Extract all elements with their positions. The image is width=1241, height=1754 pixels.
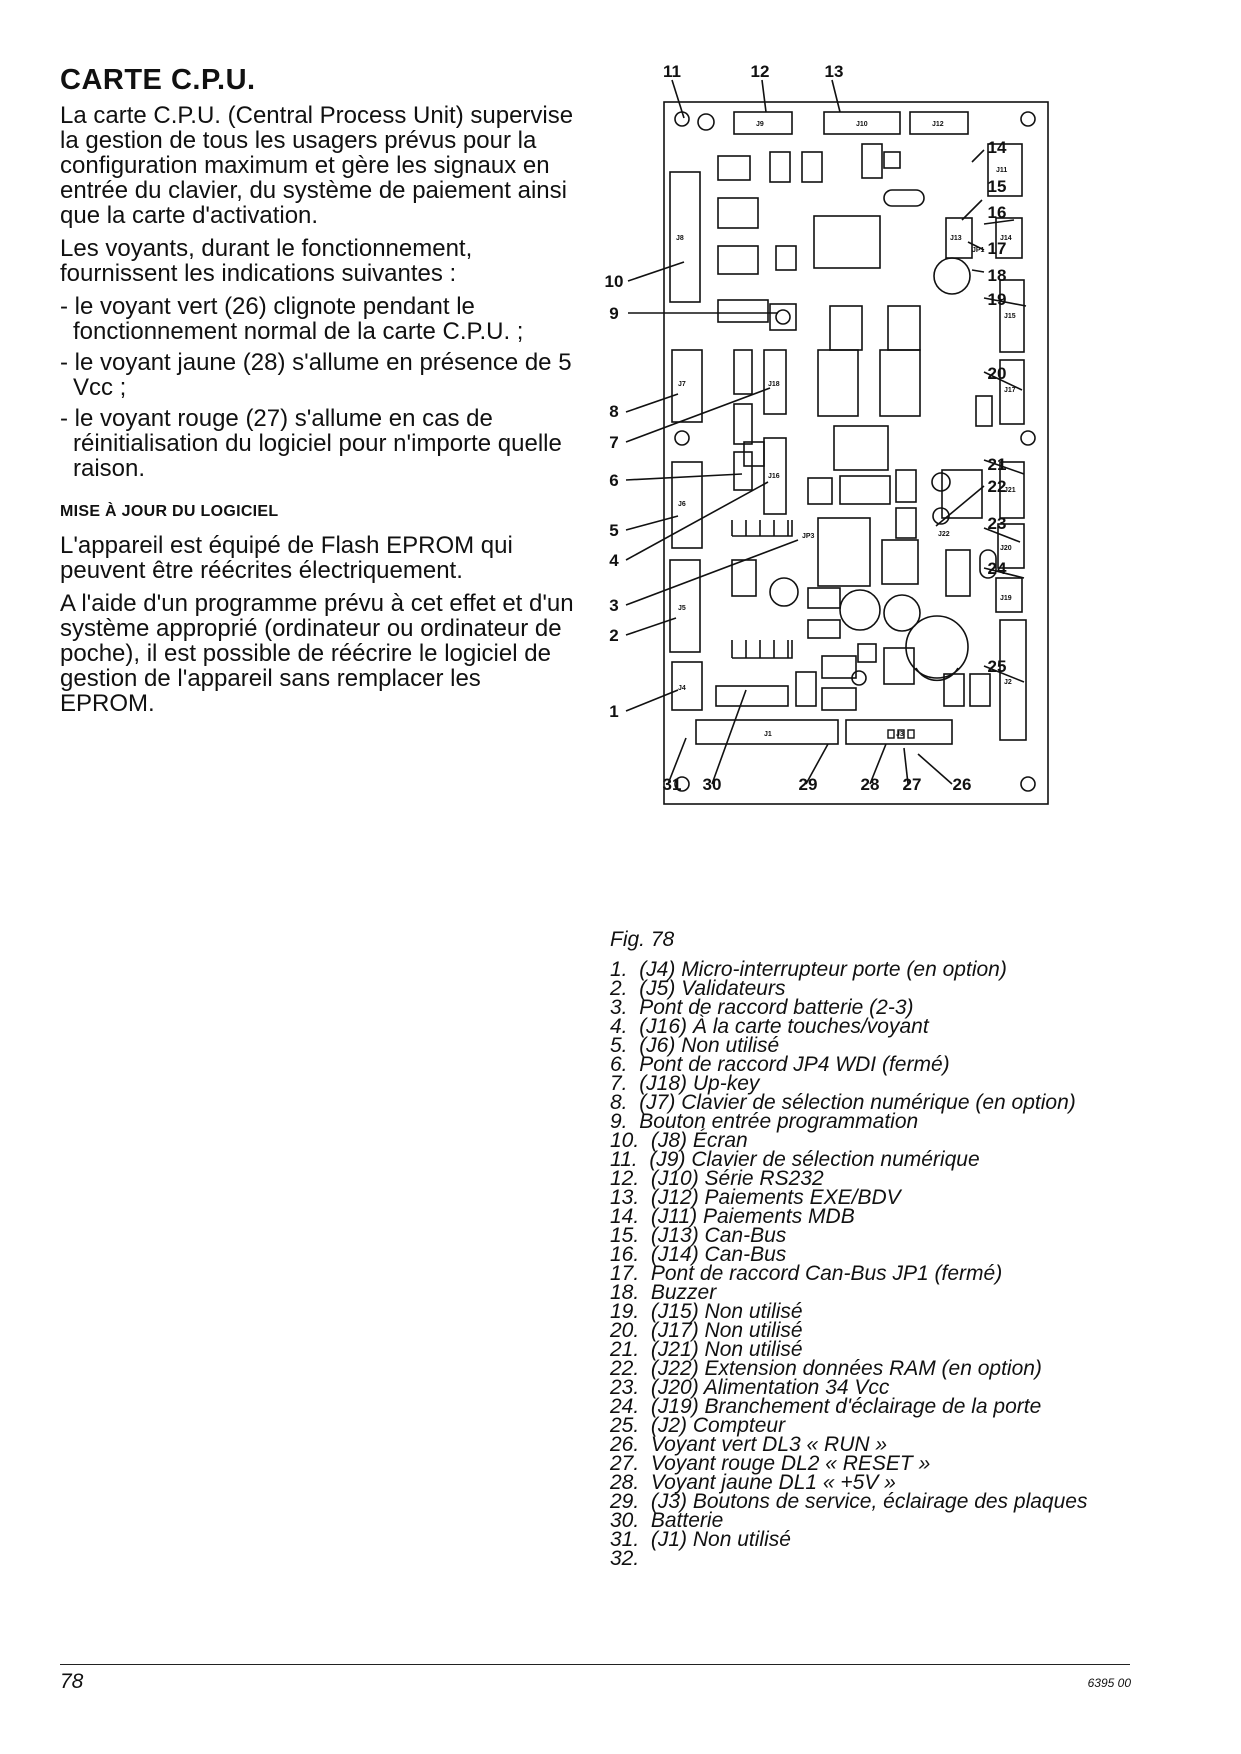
legend-number: 11.	[610, 1148, 638, 1171]
board-label-j15: J15	[1004, 313, 1016, 320]
legend-number: 7.	[610, 1072, 628, 1095]
callout-10: 10	[604, 272, 624, 291]
legend-item	[610, 1549, 1087, 1568]
bullet-yellow-led: - le voyant jaune (28) s'allume en présence de 5 Vcc ;	[60, 349, 572, 401]
legend-number: 12.	[610, 1167, 640, 1190]
legend-text: (J22) Extension données RAM (en option)	[650, 1357, 1042, 1380]
callout-24: 24	[987, 559, 1007, 578]
callout-31: 31	[662, 775, 682, 794]
legend-text: (J7) Clavier de sélection numérique (en option)	[639, 1091, 1076, 1114]
legend-text: (J5) Validateurs	[639, 977, 786, 1000]
legend-text: (J17) Non utilisé	[650, 1319, 803, 1342]
callout-18: 18	[987, 266, 1007, 285]
callout-17: 17	[987, 239, 1007, 258]
legend-text: (J3) Boutons de service, éclairage des plaques	[650, 1490, 1088, 1513]
legend-number: 13.	[610, 1186, 640, 1209]
legend-number: 21.	[610, 1338, 640, 1361]
legend-number: 10.	[610, 1129, 640, 1152]
callout-3: 3	[609, 596, 619, 615]
legend-text: Pont de raccord JP4 WDI (fermé)	[639, 1053, 950, 1076]
legend-text: (J14) Can-Bus	[650, 1243, 787, 1266]
callout-11: 11	[663, 62, 681, 81]
board-label-j7: J7	[678, 381, 686, 388]
figure-legend	[610, 960, 1087, 1568]
legend-text: Pont de raccord Can-Bus JP1 (fermé)	[650, 1262, 1003, 1285]
board-label-j16: J16	[768, 473, 780, 480]
legend-number: 2.	[610, 977, 628, 1000]
callout-15: 15	[987, 177, 1007, 196]
page-number: 78	[60, 1670, 84, 1693]
legend-text: (J6) Non utilisé	[639, 1034, 780, 1057]
board-label-j12: J12	[932, 121, 944, 128]
callout-22: 22	[987, 477, 1007, 496]
callout-2: 2	[609, 626, 619, 645]
legend-number: 19.	[610, 1300, 640, 1323]
board-label-j5: J5	[678, 605, 686, 612]
legend-number: 27.	[610, 1452, 640, 1475]
legend-text: (J8) Écran	[650, 1129, 748, 1152]
legend-number: 1.	[610, 958, 628, 981]
board-label-j19: J19	[1000, 595, 1012, 602]
legend-text: (J11) Paiements MDB	[650, 1205, 855, 1228]
board-label-j21: J21	[1004, 487, 1016, 494]
legend-number: 20.	[610, 1319, 640, 1342]
callout-23: 23	[987, 514, 1007, 533]
legend-text: (J16) À la carte touches/voyant	[639, 1015, 929, 1038]
legend-text: (J10) Série RS232	[650, 1167, 824, 1190]
callout-6: 6	[609, 471, 619, 490]
legend-number: 26.	[610, 1433, 640, 1456]
legend-text: (J12) Paiements EXE/BDV	[650, 1186, 901, 1209]
callout-12: 12	[750, 62, 770, 81]
legend-text: (J9) Clavier de sélection numérique	[649, 1148, 980, 1171]
legend-number: 9.	[610, 1110, 628, 1133]
leds-intro-paragraph: Les voyants, durant le fonctionnement, fournissent les indications suivantes :	[60, 235, 473, 287]
callout-13: 13	[824, 62, 844, 81]
bullet-green-led: - le voyant vert (26) clignote pendant le fonctionnement normal de la carte C.P.U. ;	[60, 293, 524, 345]
intro-paragraph: La carte C.P.U. (Central Process Unit) supervise la gestion de tous les usagers prévus pour la configuration maximum et gère les signaux en entrée du clavier, du système de paiement ainsi que la carte d'activation.	[60, 102, 574, 229]
board-label-j18: J18	[768, 381, 780, 388]
legend-number: 23.	[610, 1376, 640, 1399]
board-label-j6: J6	[678, 501, 686, 508]
legend-number: 31.	[610, 1528, 640, 1551]
callout-25: 25	[987, 657, 1007, 676]
legend-number: 16.	[610, 1243, 640, 1266]
legend-text: Buzzer	[650, 1281, 717, 1304]
callout-8: 8	[609, 402, 619, 421]
legend-number: 14.	[610, 1205, 640, 1228]
software-update-heading: MISE À JOUR DU LOGICIEL	[60, 503, 279, 520]
board-label-j11: J11	[996, 167, 1008, 174]
callout-1: 1	[609, 702, 619, 721]
footer-divider	[60, 1664, 1130, 1665]
callout-14: 14	[987, 138, 1007, 157]
update-paragraph-1: L'appareil est équipé de Flash EPROM qui peuvent être réécrites électriquement.	[60, 532, 513, 584]
legend-text: (J13) Can-Bus	[650, 1224, 787, 1247]
legend-text: (J20) Alimentation 34 Vcc	[650, 1376, 890, 1399]
callout-9: 9	[609, 304, 619, 323]
legend-number: 8.	[610, 1091, 628, 1114]
board-label-j2: J2	[1004, 679, 1012, 686]
board-label-j10: J10	[856, 121, 868, 128]
legend-number: 6.	[610, 1053, 628, 1076]
callout-4: 4	[609, 551, 619, 570]
callout-26: 26	[952, 775, 972, 794]
board-label-j8: J8	[676, 235, 684, 242]
callout-30: 30	[702, 775, 722, 794]
legend-number: 32.	[610, 1547, 640, 1570]
legend-number: 17.	[610, 1262, 640, 1285]
legend-text: Pont de raccord batterie (2-3)	[639, 996, 914, 1019]
cpu-board-figure	[600, 60, 1160, 900]
board-label-j1: J1	[764, 731, 772, 738]
text-column	[60, 64, 580, 724]
callout-28: 28	[860, 775, 880, 794]
figure-caption: Fig. 78	[610, 928, 675, 951]
legend-text: (J1) Non utilisé	[650, 1528, 791, 1551]
legend-number: 22.	[610, 1357, 640, 1380]
board-label-j13: J13	[950, 235, 962, 242]
legend-number: 29.	[610, 1490, 640, 1513]
legend-text: (J21) Non utilisé	[650, 1338, 803, 1361]
board-label-jp3: JP3	[802, 533, 815, 540]
board-label-j4: J4	[678, 685, 686, 692]
legend-text: (J15) Non utilisé	[650, 1300, 803, 1323]
legend-number: 24.	[610, 1395, 640, 1418]
board-label-j3: J3	[896, 731, 904, 738]
legend-text: Voyant rouge DL2 « RESET »	[650, 1452, 931, 1475]
legend-number: 3.	[610, 996, 628, 1019]
legend-number: 15.	[610, 1224, 640, 1247]
legend-text: Bouton entrée programmation	[639, 1110, 919, 1133]
legend-text: (J4) Micro-interrupteur porte (en option)	[639, 958, 1007, 981]
callout-27: 27	[902, 775, 922, 794]
document-code: 6395 00	[1087, 1676, 1131, 1690]
legend-text: Voyant jaune DL1 « +5V »	[650, 1471, 896, 1494]
legend-item	[610, 1530, 1087, 1549]
callout-5: 5	[609, 521, 619, 540]
legend-text: (J19) Branchement d'éclairage de la porte	[650, 1395, 1042, 1418]
section-title: CARTE C.P.U.	[60, 64, 256, 96]
legend-text: (J2) Compteur	[650, 1414, 786, 1437]
callout-7: 7	[609, 433, 619, 452]
callout-20: 20	[987, 364, 1007, 383]
legend-number: 5.	[610, 1034, 628, 1057]
board-label-j20: J20	[1000, 545, 1012, 552]
legend-text: (J18) Up-key	[639, 1072, 760, 1095]
callout-29: 29	[798, 775, 818, 794]
legend-number: 4.	[610, 1015, 628, 1038]
update-paragraph-2: A l'aide d'un programme prévu à cet effet et d'un système approprié (ordinateur ou ordinateur de poche), il est possible de réécrire le logiciel de gestion de l'appareil sans remplacer les EPROM.	[60, 590, 574, 717]
board-label-j22: J22	[938, 531, 950, 538]
callout-19: 19	[987, 290, 1007, 309]
board-label-j14: J14	[1000, 235, 1012, 242]
legend-text: Voyant vert DL3 « RUN »	[650, 1433, 888, 1456]
board-label-jp1: JP1	[972, 247, 985, 254]
legend-text: Batterie	[650, 1509, 724, 1532]
board-label-j9: J9	[756, 121, 764, 128]
callout-21: 21	[987, 455, 1007, 474]
legend-number: 18.	[610, 1281, 640, 1304]
bullet-red-led: - le voyant rouge (27) s'allume en cas de réinitialisation du logiciel pour n'importe quelle raison.	[60, 405, 562, 482]
legend-number: 25.	[610, 1414, 640, 1437]
legend-number: 30.	[610, 1509, 640, 1532]
callout-16: 16	[987, 203, 1007, 222]
legend-number: 28.	[610, 1471, 640, 1494]
board-label-j17: J17	[1004, 387, 1016, 394]
